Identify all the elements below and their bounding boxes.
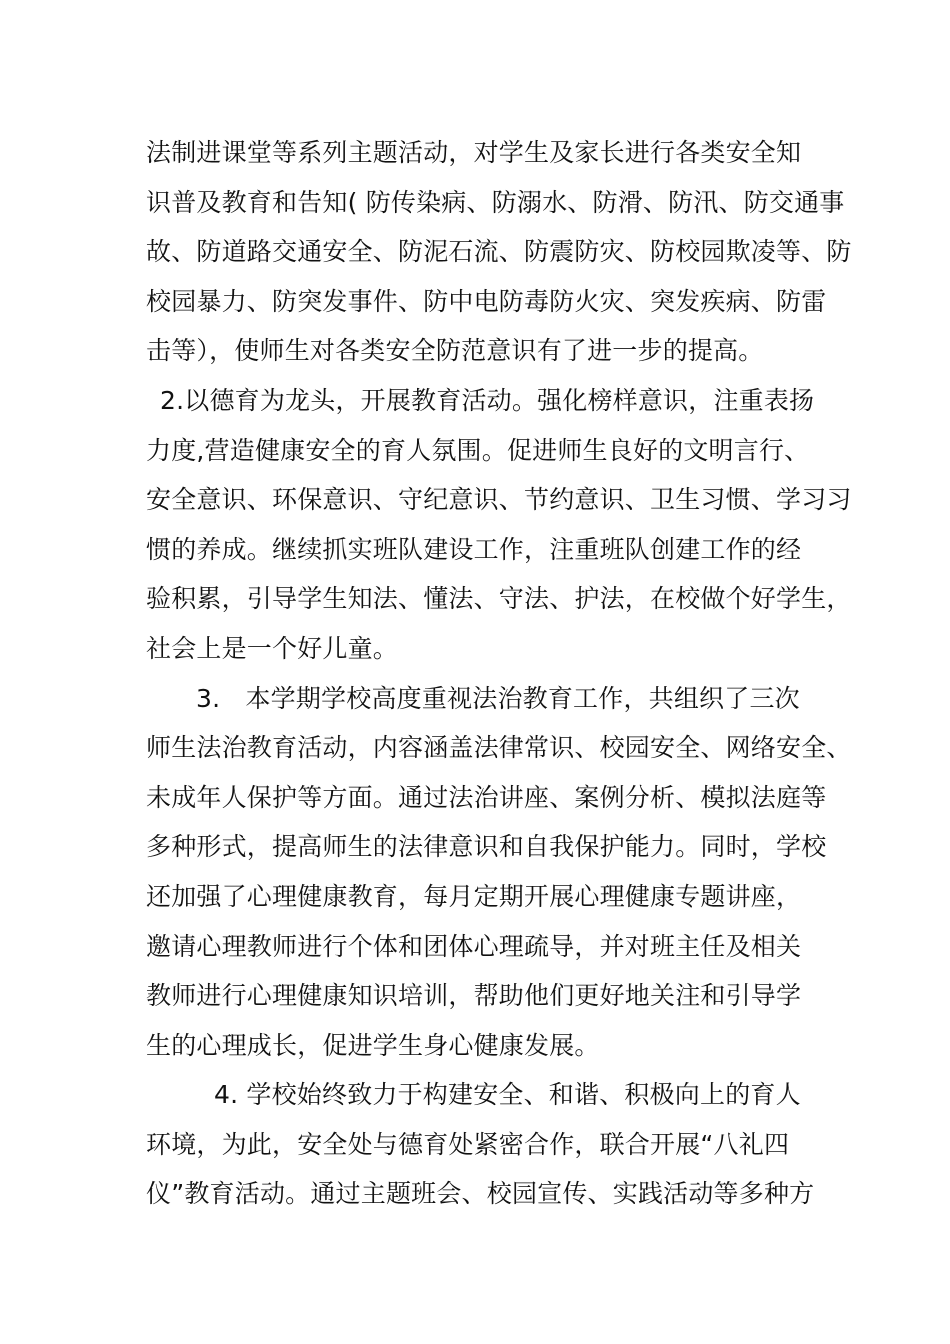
paragraph-2-first-line: 2.以德育为龙头，开展教育活动。强化榜样意识，注重表扬	[160, 385, 815, 415]
text-line: 击等），使师生对各类安全防范意识有了进一步的提高。	[146, 336, 764, 366]
text-line: 教师进行心理健康知识培训，帮助他们更好地关注和引导学	[146, 981, 802, 1011]
text-line: 环境，为此，安全处与德育处紧密合作，联合开展“八礼四	[146, 1129, 790, 1159]
paragraph-4-first-line: 4. 学校始终致力于构建安全、和谐、积极向上的育人	[214, 1080, 801, 1110]
text-line: 故、防道路交通安全、防泥石流、防震防灾、防校园欺凌等、防	[146, 237, 852, 267]
text-line: 识普及教育和告知( 防传染病、防溺水、防滑、防汛、防交通事	[146, 187, 845, 217]
text-line: 多种形式，提高师生的法律意识和自我保护能力。同时，学校	[146, 832, 827, 862]
text-line: 法制进课堂等系列主题活动，对学生及家长进行各类安全知	[146, 138, 802, 167]
document-body	[146, 128, 852, 1219]
text-line: 师生法治教育活动，内容涵盖法律常识、校园安全、网络安全、	[146, 733, 852, 763]
text-line: 邀请心理教师进行个体和团体心理疏导，并对班主任及相关	[146, 931, 802, 961]
text-line: 还加强了心理健康教育，每月定期开展心理健康专题讲座，	[146, 881, 802, 911]
text-line: 安全意识、环保意识、守纪意识、节约意识、卫生习惯、学习习	[146, 485, 852, 515]
paragraph-3-first-line: 3. 本学期学校高度重视法治教育工作，共组织了三次	[196, 683, 800, 713]
text-line: 未成年人保护等方面。通过法治讲座、案例分析、模拟法庭等	[146, 782, 827, 812]
text-line: 生的心理成长，促进学生身心健康发展。	[146, 1030, 600, 1060]
text-line: 社会上是一个好儿童。	[146, 633, 399, 663]
text-line: 验积累，引导学生知法、懂法、守法、护法，在校做个好学生，	[146, 584, 852, 614]
text-line: 仪”教育活动。通过主题班会、校园宣传、实践活动等多种方	[146, 1179, 815, 1209]
text-line: 力度,营造健康安全的育人氛围。促进师生良好的文明言行、	[146, 435, 810, 465]
text-line: 校园暴力、防突发事件、防中电防毒防火灾、突发疾病、防雷	[146, 286, 827, 316]
text-line: 惯的养成。继续抓实班队建设工作，注重班队创建工作的经	[146, 534, 802, 564]
